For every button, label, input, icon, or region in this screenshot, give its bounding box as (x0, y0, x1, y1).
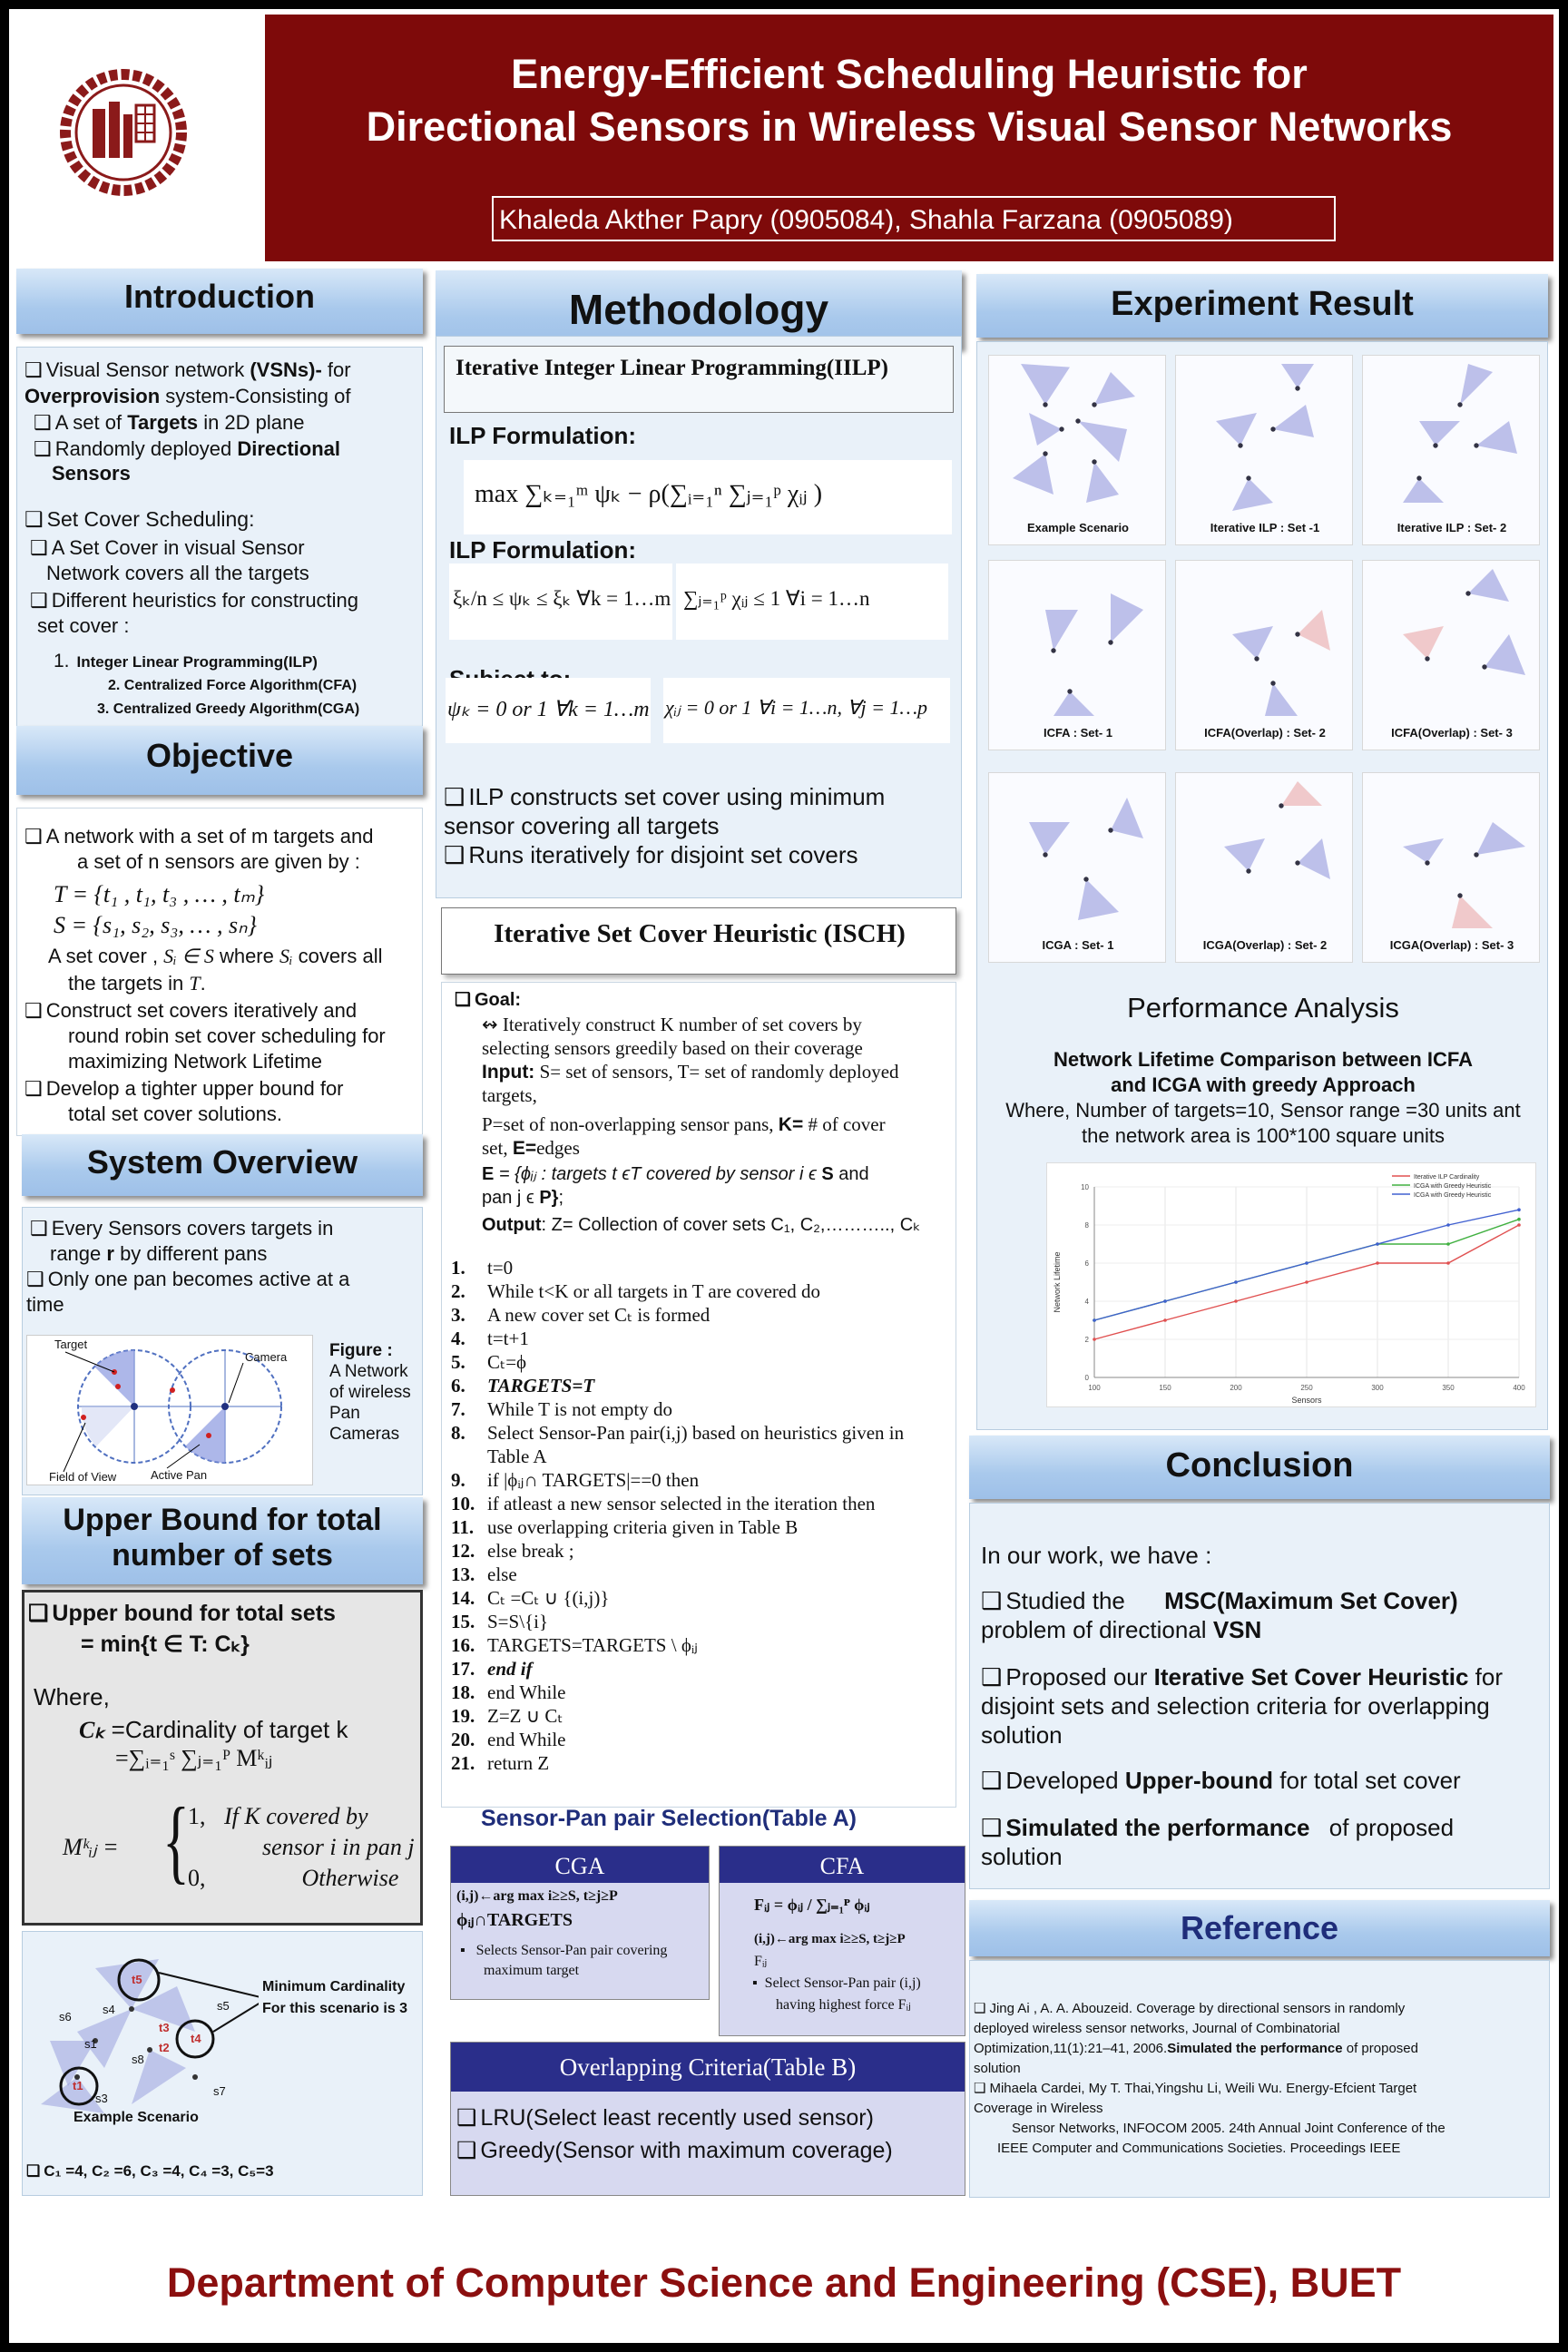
thumbnail-caption: Example Scenario (1027, 521, 1129, 534)
chart-y-tick: 8 (1084, 1221, 1089, 1230)
cga-desc: ▪ Selects Sensor-Pan pair covering (460, 1943, 668, 1958)
svg-text:t1: t1 (73, 2079, 83, 2092)
objective-line: A set cover , Sᵢ ∈ S where Sᵢ covers all (48, 945, 383, 967)
goal-label: ❑ Goal: (455, 988, 521, 1011)
chart-point (1163, 1318, 1167, 1322)
chart-legend-label: Iterative ILP Cardinality (1414, 1174, 1480, 1181)
step-number: 8. (451, 1422, 466, 1444)
objective-heading: Objective (16, 726, 423, 795)
objective-line: total set cover solutions. (68, 1102, 283, 1125)
authors-box (492, 196, 1336, 241)
intro-line: 1. Integer Linear Programming(ILP) (54, 651, 318, 671)
experiment-thumbnail (1362, 355, 1540, 545)
step-text: use overlapping criteria given in Table B (487, 1516, 799, 1538)
step-number: 18. (451, 1681, 475, 1703)
input-text: set, E=edges (482, 1137, 580, 1159)
step-text: Select Sensor-Pan pair(i,j) based on heuristics given in (487, 1422, 905, 1444)
step-text: A new cover set Cₜ is formed (487, 1304, 710, 1326)
overview-line: ❑ Only one pan becomes active at a (26, 1268, 349, 1291)
university-logo (60, 69, 187, 196)
objective-line: ❑ A network with a set of m targets and (24, 825, 373, 848)
objective-line: the targets in T. (68, 972, 206, 995)
input-text: Input: S= set of sensors, T= set of randomly deployed (482, 1061, 899, 1083)
experiment-thumbnail (988, 560, 1166, 750)
performance-line: Where, Number of targets=10, Sensor range =30 units ant (1005, 1099, 1521, 1122)
cga-desc: maximum target (484, 1963, 580, 1978)
step-text: t=t+1 (487, 1328, 529, 1349)
performance-line: the network area is 100*100 square units (1082, 1124, 1445, 1147)
step-text: else break ; (487, 1540, 574, 1562)
conclusion-heading: Conclusion (969, 1436, 1550, 1499)
example-label: Example Scenario (74, 2110, 199, 2125)
cga-table (450, 1846, 710, 2000)
objective-math: S = {s₁, s₂, s₃, … , sₙ} (54, 912, 257, 938)
chart-point (1517, 1218, 1521, 1221)
step-number: 16. (451, 1634, 475, 1656)
svg-text:s7: s7 (213, 2084, 226, 2098)
step-number: 11. (451, 1516, 475, 1538)
chart-y-tick: 0 (1084, 1374, 1089, 1382)
step-text: Cₜ=ϕ (487, 1351, 527, 1373)
chart-point (1093, 1318, 1096, 1322)
iilp-bullet: sensor covering all targets (444, 812, 720, 839)
svg-text:s6: s6 (59, 2010, 72, 2024)
input-text: pan j ϵ P}; (482, 1188, 564, 1208)
experiment-thumbnail (1362, 560, 1540, 750)
intro-line: ❑ Randomly deployed Directional (34, 437, 340, 461)
cfa-formula: Fᵢⱼ (754, 1954, 768, 1969)
m-case: 0, Otherwise (188, 1865, 399, 1891)
overlap-header: Overlapping Criteria(Table B) (451, 2043, 965, 2092)
overview-line: time (26, 1293, 64, 1316)
step-text: end While (487, 1729, 566, 1750)
chart-point (1517, 1223, 1521, 1227)
chart-point (1305, 1280, 1308, 1284)
step-number: 6. (451, 1375, 466, 1396)
experiment-thumbnail (1362, 772, 1540, 963)
introduction-heading: Introduction (16, 269, 423, 334)
svg-text:t2: t2 (159, 2041, 170, 2054)
step-number: 10. (451, 1493, 475, 1514)
overview-line: ❑ Every Sensors covers targets in (30, 1217, 333, 1240)
step-number: 2. (451, 1280, 466, 1302)
chart-point (1517, 1208, 1521, 1211)
cardinality-values: ❑ C₁ =4, C₂ =6, C₃ =4, C₄ =3, C₅=3 (26, 2162, 274, 2180)
upper-bound-line: ❑ Upper bound for total sets (28, 1600, 336, 1627)
isch-box (441, 982, 956, 1808)
chart-point (1376, 1261, 1379, 1265)
title-banner (265, 15, 1553, 261)
cga-formula: (i,j)←arg max i≥≥S, t≥j≥P (456, 1888, 618, 1904)
performance-heading: Performance Analysis (1127, 992, 1399, 1024)
step-text: While T is not empty do (487, 1398, 672, 1420)
cga-formula: ϕᵢⱼ∩TARGETS (456, 1910, 573, 1930)
system-overview-box (22, 1207, 423, 1495)
sensor-pan-heading: Sensor-Pan pair Selection(Table A) (481, 1806, 857, 1831)
chart-x-tick: 200 (1230, 1384, 1242, 1392)
step-text: else (487, 1563, 517, 1585)
chart-x-tick: 400 (1513, 1384, 1525, 1392)
reference-heading: Reference (969, 1900, 1550, 1956)
thumbnail-caption: ICFA(Overlap) : Set- 3 (1391, 726, 1513, 740)
intro-line: set cover : (37, 614, 130, 637)
step-number: 15. (451, 1611, 475, 1632)
step-number: 20. (451, 1729, 475, 1750)
poster (9, 9, 1559, 2343)
chart-y-tick: 10 (1081, 1183, 1089, 1191)
step-number: 7. (451, 1398, 466, 1420)
experiment-box (976, 341, 1548, 1430)
cfa-header: CFA (720, 1847, 965, 1883)
fig-label: Target (54, 1338, 88, 1351)
reference-line: Coverage in Wireless (974, 2101, 1103, 2116)
example-note: For this scenario is 3 (262, 2001, 408, 2016)
reference-line: ❑ Jing Ai , A. A. Abouzeid. Coverage by directional sensors in randomly (974, 1999, 1405, 2019)
conclusion-line: ❑ Developed Upper-bound for total set cover (981, 1767, 1461, 1795)
intro-line: ❑ Visual Sensor network (VSNs)- for (24, 358, 351, 382)
m-case: sensor i in pan j (262, 1834, 415, 1860)
chart-point (1446, 1242, 1450, 1246)
chart-x-tick: 250 (1300, 1384, 1313, 1392)
cfa-formula: Fᵢⱼ = ϕᵢⱼ / ∑ⱼ₌₁ᴾ ϕᵢⱼ (754, 1896, 870, 1914)
experiment-heading: Experiment Result (976, 274, 1548, 338)
step-number: 19. (451, 1705, 475, 1727)
chart-point (1093, 1338, 1096, 1341)
reference-line: deployed wireless sensor networks, Journal of Combinatorial (974, 2021, 1340, 2036)
chart-x-tick: 350 (1442, 1384, 1455, 1392)
chart-y-tick: 4 (1084, 1298, 1089, 1306)
experiment-thumbnail (1175, 355, 1353, 545)
figure-caption: Figure : A Network of wireless Pan Cameras (329, 1341, 411, 1444)
step-text: end if (487, 1658, 533, 1680)
conclusion-line: disjoint sets and selection criteria for overlapping (981, 1692, 1490, 1720)
step-text: S=S\{i} (487, 1611, 549, 1632)
objective-line: a set of n sensors are given by : (77, 850, 360, 873)
svg-text:s8: s8 (132, 2053, 144, 2066)
eq-constraint-4: χᵢⱼ = 0 or 1 ∀i = 1…n, ∀j = 1…p (663, 678, 950, 743)
step-number: 9. (451, 1469, 466, 1491)
chart-x-tick: 150 (1159, 1384, 1171, 1392)
performance-line: Network Lifetime Comparison between ICFA (1053, 1048, 1474, 1071)
isch-heading-box (441, 907, 956, 975)
upper-bound-line: Cₖ =Cardinality of target k (79, 1716, 348, 1743)
input-text: targets, (482, 1084, 537, 1106)
iilp-heading-box (444, 346, 954, 413)
chart-point (1376, 1242, 1379, 1246)
intro-line: 3. Centralized Greedy Algorithm(CGA) (97, 701, 360, 717)
iilp-box (436, 336, 962, 898)
introduction-box (16, 347, 423, 728)
logo-panel (15, 15, 260, 261)
chart-legend-label: ICGA with Greedy Heuristic (1414, 1192, 1492, 1199)
lifetime-chart (1046, 1162, 1536, 1407)
intro-line: ❑ A Set Cover in visual Sensor (30, 536, 305, 560)
objective-line: ❑ Develop a tighter upper bound for (24, 1077, 344, 1101)
chart-y-tick: 2 (1084, 1336, 1089, 1344)
chart-point (1234, 1280, 1238, 1284)
fig-label: Field of View (49, 1470, 117, 1484)
step-text: t=0 (487, 1257, 514, 1279)
step-text: While t<K or all targets in T are covered do (487, 1280, 820, 1302)
overlap-criterion: ❑ LRU(Select least recently used sensor) (456, 2104, 874, 2132)
algorithm-steps (451, 1257, 950, 1774)
system-overview-heading: System Overview (22, 1134, 423, 1196)
step-text: end While (487, 1681, 566, 1703)
fig-label: Active Pan (151, 1468, 208, 1482)
intro-line: ❑ Different heuristics for constructing (30, 589, 358, 612)
step-text: Z=Z ∪ Cₜ (487, 1705, 564, 1727)
ilp-formulation-label: ILP Formulation: (449, 422, 637, 449)
step-text: if |ϕᵢⱼ∩ TARGETS|==0 then (487, 1469, 700, 1491)
intro-line: Network covers all the targets (46, 562, 309, 584)
thumbnail-caption: ICFA : Set- 1 (1043, 726, 1113, 740)
cfa-desc: ▪ Select Sensor-Pan pair (i,j) (752, 1975, 921, 1991)
brace: { (162, 1788, 190, 1893)
step-number: 3. (451, 1304, 466, 1326)
objective-line: round robin set cover scheduling for (68, 1024, 386, 1047)
eq-constraint-3: ψₖ = 0 or 1 ∀k = 1…m (446, 678, 651, 743)
chart-y-tick: 6 (1084, 1259, 1089, 1268)
reference-line: Sensor Networks, INFOCOM 2005. 24th Annual Joint Conference of the (1012, 2121, 1446, 2136)
pan-camera-figure (26, 1335, 313, 1485)
performance-line: and ICGA with greedy Approach (1111, 1073, 1416, 1096)
experiment-thumbnail (988, 355, 1166, 545)
step-number: 5. (451, 1351, 466, 1373)
example-box (22, 1931, 423, 2196)
step-number: 14. (451, 1587, 475, 1609)
step-number: 13. (451, 1563, 475, 1585)
experiment-thumbnail (1175, 560, 1353, 750)
svg-text:t3: t3 (159, 2021, 170, 2034)
example-note: Minimum Cardinality (262, 1979, 406, 1994)
step-number: 17. (451, 1658, 475, 1680)
thumbnail-caption: ICGA(Overlap) : Set- 2 (1202, 938, 1328, 952)
eq-constraint-2: ∑ⱼ₌₁ᵖ χᵢⱼ ≤ 1 ∀i = 1…n (676, 564, 948, 640)
upper-bound-heading: Upper Bound for total number of sets (22, 1497, 423, 1584)
intro-line: Sensors (52, 462, 131, 485)
overlap-criterion: ❑ Greedy(Sensor with maximum coverage) (456, 2137, 893, 2164)
step-text: Cₜ =Cₜ ∪ {(i,j)} (487, 1587, 610, 1609)
cfa-desc: having highest force Fᵢⱼ (776, 1997, 911, 2013)
goal-text: selecting sensors greedily based on their coverage (482, 1037, 863, 1059)
thumbnail-caption: ICGA(Overlap) : Set- 3 (1389, 938, 1514, 952)
objective-box (16, 808, 423, 1136)
output-text: Output: Z= Collection of cover sets C₁, C₂,……….., Cₖ (482, 1215, 921, 1235)
step-number: 21. (451, 1752, 475, 1774)
experiment-thumbnail (988, 772, 1166, 963)
chart-point (1234, 1299, 1238, 1303)
upper-bound-box (22, 1590, 423, 1926)
step-text: return Z (487, 1752, 550, 1774)
chart-y-label: Network Lifetime (1053, 1251, 1062, 1313)
svg-text:s1: s1 (84, 2037, 97, 2051)
chart-x-label: Sensors (1291, 1396, 1322, 1405)
cfa-formula: (i,j)←arg max i≥≥S, t≥j≥P (754, 1932, 906, 1946)
m-definition-lhs: Mᵏᵢⱼ = (63, 1834, 119, 1860)
cga-header: CGA (451, 1847, 709, 1883)
intro-line: 2. Centralized Force Algorithm(CFA) (108, 678, 358, 693)
step-text: TARGETS=TARGETS \ ϕᵢⱼ (487, 1634, 698, 1656)
chart-point (1163, 1299, 1167, 1303)
input-text: E = {ϕᵢⱼ : targets t ϵT covered by sensor i ϵ S and (482, 1164, 869, 1184)
ilp-formulation-label: ILP Formulation: (449, 536, 637, 564)
chart-point (1446, 1261, 1450, 1265)
iilp-bullet: ❑ Runs iteratively for disjoint set covers (444, 841, 858, 869)
chart-x-tick: 300 (1371, 1384, 1384, 1392)
intro-line: Overprovision system-Consisting of (24, 385, 351, 407)
conclusion-line: In our work, we have : (981, 1542, 1212, 1569)
intro-line: ❑ Set Cover Scheduling: (24, 507, 254, 532)
poster-title-line2: Directional Sensors in Wireless Visual Sensor Networks (366, 103, 1453, 150)
upper-bound-math: =∑ᵢ₌₁ˢ ∑ⱼ₌₁ᴾ Mᵏᵢⱼ (115, 1745, 273, 1771)
input-text: P=set of non-overlapping sensor pans, K= # of cover (482, 1113, 886, 1135)
eq-constraint-1: ξₖ/n ≤ ψₖ ≤ ξₖ ∀k = 1…m (449, 564, 672, 640)
step-number: 12. (451, 1540, 475, 1562)
eq-objective: max ∑ₖ₌₁ᵐ ψₖ − ρ(∑ᵢ₌₁ⁿ ∑ⱼ₌₁ᵖ χᵢⱼ ) (464, 460, 952, 534)
m-case: 1, If K covered by (188, 1803, 368, 1829)
poster-title-line1: Energy-Efficient Scheduling Heuristic for (511, 51, 1308, 97)
conclusion-line: solution (981, 1721, 1063, 1749)
chart-legend-label: ICGA with Greedy Heuristic (1414, 1183, 1492, 1190)
reference-line: IEEE Computer and Communications Societies. Proceedings IEEE (997, 2141, 1401, 2156)
chart-x-tick: 100 (1088, 1384, 1101, 1392)
objective-math: T = {t₁ , t₁, t₃ , … , tₘ} (54, 881, 265, 907)
thumbnail-caption: Iterative ILP : Set -1 (1210, 521, 1320, 534)
overlap-table (450, 2042, 965, 2196)
thumbnail-caption: ICFA(Overlap) : Set- 2 (1204, 726, 1326, 740)
conclusion-line: solution (981, 1843, 1063, 1870)
overview-line: range r by different pans (50, 1242, 268, 1265)
upper-bound-line: Where, (34, 1683, 110, 1710)
upper-bound-math: = min{t ∈ T: Cₖ} (81, 1632, 250, 1657)
thumbnail-caption: ICGA : Set- 1 (1042, 938, 1114, 952)
step-text: TARGETS=T (487, 1375, 595, 1396)
conclusion-box (969, 1503, 1550, 1889)
conclusion-line: ❑ Proposed our Iterative Set Cover Heuristic for (981, 1663, 1503, 1691)
svg-text:s5: s5 (217, 1999, 230, 2013)
conclusion-line: ❑ Simulated the performance of proposed (981, 1814, 1454, 1842)
experiment-thumbnail (1175, 772, 1353, 963)
methodology-heading: Methodology (436, 270, 962, 348)
goal-text: ↭ Iteratively construct K number of set covers by (482, 1014, 862, 1035)
svg-text:s3: s3 (95, 2092, 108, 2105)
chart-point (1305, 1261, 1308, 1265)
reference-line: Optimization,11(1):21–41, 2006.Simulated the performance of proposed (974, 2041, 1418, 2056)
fig-label: Camera (245, 1350, 288, 1364)
conclusion-line: ❑ Studied the MSC(Maximum Set Cover) (981, 1587, 1536, 1615)
step-number: 1. (451, 1257, 466, 1279)
objective-line: ❑ Construct set covers iteratively and (24, 999, 357, 1023)
thumbnail-caption: Iterative ILP : Set- 2 (1396, 521, 1507, 534)
step-text: if atleast a new sensor selected in the iteration then (487, 1493, 876, 1514)
authors: Khaleda Akther Papry (0905084), Shahla Farzana (0905089) (499, 205, 1233, 235)
intro-line: ❑ A set of Targets in 2D plane (34, 411, 305, 435)
iilp-heading: Iterative Integer Linear Programming(IILP) (456, 356, 888, 380)
step-text: Table A (487, 1446, 547, 1467)
conclusion-line: problem of directional VSN (981, 1616, 1262, 1643)
svg-text:t5: t5 (132, 1973, 142, 1986)
svg-text:t4: t4 (191, 2032, 201, 2045)
reference-box (969, 1960, 1550, 2198)
experiment-thumbnails (977, 342, 1549, 977)
reference-line: ❑ Mihaela Cardei, My T. Thai,Yingshu Li, Weili Wu. Energy-Efcient Target (974, 2079, 1416, 2099)
footer-department: Department of Computer Science and Engineering (CSE), BUET (166, 2259, 1402, 2306)
svg-text:s4: s4 (103, 2003, 115, 2016)
chart-point (1446, 1223, 1450, 1227)
step-number: 4. (451, 1328, 466, 1349)
iilp-bullet: ❑ ILP constructs set cover using minimum (444, 783, 885, 811)
objective-line: maximizing Network Lifetime (68, 1050, 322, 1073)
reference-line: solution (974, 2061, 1021, 2076)
cfa-table (719, 1846, 965, 2036)
isch-heading: Iterative Set Cover Heuristic (ISCH) (494, 919, 906, 948)
